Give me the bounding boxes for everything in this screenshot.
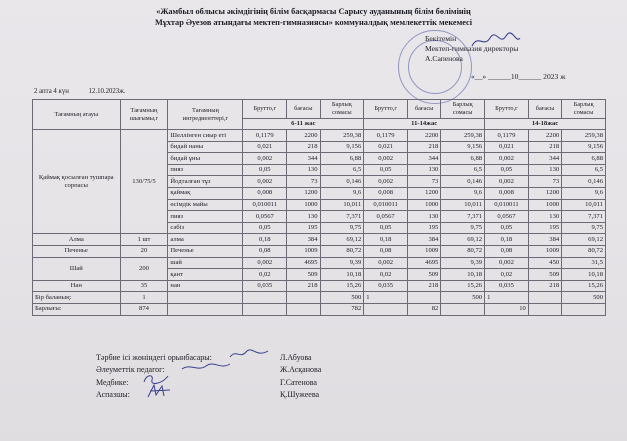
value-cell: 15,26: [562, 280, 606, 292]
value-cell: 0,035: [364, 280, 408, 292]
value-cell: 0,1179: [364, 130, 408, 142]
value-cell: 6,88: [441, 153, 485, 165]
menu-table: [32, 99, 606, 316]
value-cell: 9,39: [320, 257, 364, 269]
value-cell: 0,02: [364, 269, 408, 281]
single-price-count-3: 1: [485, 292, 529, 304]
value-cell: 73: [287, 176, 320, 188]
total-label: Барлығы:: [33, 303, 121, 315]
ingredient: бидай ұны: [168, 153, 243, 165]
table-row: [33, 280, 606, 292]
value-cell: 1200: [528, 187, 561, 199]
ingredient: пияз: [168, 211, 243, 223]
value-cell: 384: [408, 234, 441, 246]
value-cell: 6,5: [320, 164, 364, 176]
value-cell: 0,008: [243, 187, 287, 199]
value-cell: 0,021: [485, 141, 529, 153]
col-output: Тағамның шығымы,г: [120, 100, 168, 130]
value-cell: 0,0567: [243, 211, 287, 223]
value-cell: 0,05: [243, 222, 287, 234]
value-cell: 0,008: [364, 187, 408, 199]
value-cell: 69,12: [562, 234, 606, 246]
total-row: [33, 303, 606, 315]
value-cell: 10,18: [441, 269, 485, 281]
total-count-4: 10: [485, 303, 529, 315]
ingredient: қант: [168, 269, 243, 281]
value-cell: 1009: [528, 245, 561, 257]
col-dish: Тағамның атауы: [33, 100, 121, 130]
value-cell: 509: [528, 269, 561, 281]
value-cell: 10,011: [562, 199, 606, 211]
value-cell: 1000: [287, 199, 320, 211]
value-cell: 1200: [408, 187, 441, 199]
deputy-signature: [228, 347, 270, 361]
value-cell: 69,12: [441, 234, 485, 246]
value-cell: 0,08: [243, 245, 287, 257]
value-cell: 0,002: [243, 153, 287, 165]
value-cell: 0,035: [243, 280, 287, 292]
header-line-2: Мұхтар Әуезов атындағы мектеп-гимназиясы» коммуналдық мемлекеттік мекемесі: [154, 18, 473, 27]
single-price-label: Бір баланың:: [33, 292, 121, 304]
value-cell: 0,010011: [364, 199, 408, 211]
value-cell: 15,26: [441, 280, 485, 292]
age-group-3: 14-18жас: [485, 119, 606, 130]
dish-output: 35: [120, 280, 168, 292]
single-price-row: [33, 292, 606, 304]
week-day: 2 апта 4 күн: [34, 88, 69, 95]
value-cell: 384: [287, 234, 320, 246]
value-cell: 2200: [408, 130, 441, 142]
value-cell: 195: [287, 222, 320, 234]
table-row: [33, 130, 606, 142]
value-cell: 9,156: [441, 141, 485, 153]
pedagogue-signature: [180, 360, 232, 374]
dish-name: Қаймақ қосылған тушпара сорпасы: [33, 130, 121, 234]
col-brutto-2: Брутто,г: [364, 100, 408, 119]
value-cell: 0,05: [485, 164, 529, 176]
value-cell: 218: [408, 280, 441, 292]
value-cell: 0,05: [364, 164, 408, 176]
dish-output: 130/75/5: [120, 130, 168, 234]
col-total-2: Барлық сомасы: [441, 100, 485, 119]
value-cell: 80,72: [441, 245, 485, 257]
single-price-count-2: 1: [364, 292, 408, 304]
ingredient: алма: [168, 234, 243, 246]
ingredient: Йодталған тұз: [168, 176, 243, 188]
menu-table-body: [33, 130, 606, 316]
col-total-1: Барлық сомасы: [320, 100, 364, 119]
value-cell: 9,6: [562, 187, 606, 199]
approval-line-3: А.Сапенова: [425, 53, 463, 63]
ingredient: нан: [168, 280, 243, 292]
value-cell: 0,02: [485, 269, 529, 281]
value-cell: 9,156: [320, 141, 364, 153]
total-count-1: 874: [120, 303, 168, 315]
value-cell: 218: [528, 280, 561, 292]
approval-block: [425, 34, 566, 81]
value-cell: 0,021: [364, 141, 408, 153]
value-cell: 9,6: [441, 187, 485, 199]
value-cell: 0,021: [243, 141, 287, 153]
value-cell: 259,38: [441, 130, 485, 142]
value-cell: 259,38: [562, 130, 606, 142]
value-cell: 1009: [408, 245, 441, 257]
value-cell: 0,146: [562, 176, 606, 188]
value-cell: 6,88: [320, 153, 364, 165]
value-cell: 218: [528, 141, 561, 153]
value-cell: 130: [287, 211, 320, 223]
value-cell: 1000: [408, 199, 441, 211]
value-cell: 344: [528, 153, 561, 165]
value-cell: 4695: [408, 257, 441, 269]
value-cell: 9,39: [441, 257, 485, 269]
value-cell: 0,0567: [364, 211, 408, 223]
value-cell: 218: [287, 280, 320, 292]
col-total-3: Барлық сомасы: [562, 100, 606, 119]
value-cell: 0,08: [364, 245, 408, 257]
value-cell: 9,75: [562, 222, 606, 234]
value-cell: 0,035: [485, 280, 529, 292]
value-cell: 10,18: [320, 269, 364, 281]
cook-signature: [144, 383, 174, 399]
value-cell: 0,002: [364, 153, 408, 165]
value-cell: 0,18: [364, 234, 408, 246]
value-cell: 6,5: [441, 164, 485, 176]
value-cell: 9,75: [320, 222, 364, 234]
total-count-3: 82: [408, 303, 441, 315]
ingredient: пияз: [168, 164, 243, 176]
value-cell: 6,5: [562, 164, 606, 176]
value-cell: 0,146: [441, 176, 485, 188]
dish-name: Алма: [33, 234, 121, 246]
dish-name: Печенье: [33, 245, 121, 257]
dish-output: 20: [120, 245, 168, 257]
col-price-3: бағасы: [528, 100, 561, 119]
value-cell: 384: [528, 234, 561, 246]
ingredient: Шеллінген сиыр еті: [168, 130, 243, 142]
value-cell: 9,75: [441, 222, 485, 234]
ingredient: сәбіз: [168, 222, 243, 234]
value-cell: 130: [528, 211, 561, 223]
menu-meta: [34, 88, 144, 95]
value-cell: 31,5: [562, 257, 606, 269]
value-cell: 218: [287, 141, 320, 153]
value-cell: 195: [408, 222, 441, 234]
value-cell: 73: [408, 176, 441, 188]
value-cell: 0,18: [485, 234, 529, 246]
single-price-count: 1: [120, 292, 168, 304]
value-cell: 0,010011: [243, 199, 287, 211]
value-cell: 0,008: [485, 187, 529, 199]
value-cell: 0,05: [243, 164, 287, 176]
value-cell: 69,12: [320, 234, 364, 246]
value-cell: 2200: [287, 130, 320, 142]
value-cell: 0,010011: [485, 199, 529, 211]
value-cell: 344: [408, 153, 441, 165]
value-cell: 0,002: [243, 257, 287, 269]
approval-line-1: Бекітемін: [425, 34, 457, 43]
value-cell: 0,05: [485, 222, 529, 234]
value-cell: 509: [287, 269, 320, 281]
value-cell: 1200: [287, 187, 320, 199]
single-price-sum-1: 500: [320, 292, 364, 304]
col-price-1: бағасы: [287, 100, 320, 119]
ingredient: бидай наны: [168, 141, 243, 153]
value-cell: 0,1179: [243, 130, 287, 142]
value-cell: 0,02: [243, 269, 287, 281]
value-cell: 450: [528, 257, 561, 269]
value-cell: 1000: [528, 199, 561, 211]
value-cell: 130: [287, 164, 320, 176]
value-cell: 0,002: [485, 176, 529, 188]
ingredient: Печенье: [168, 245, 243, 257]
value-cell: 10,011: [441, 199, 485, 211]
value-cell: 0,002: [243, 176, 287, 188]
value-cell: 259,38: [320, 130, 364, 142]
value-cell: 130: [408, 164, 441, 176]
value-cell: 7,371: [562, 211, 606, 223]
value-cell: 2200: [528, 130, 561, 142]
dish-output: 200: [120, 257, 168, 280]
value-cell: 9,156: [562, 141, 606, 153]
value-cell: 0,1179: [485, 130, 529, 142]
dish-name: Нан: [33, 280, 121, 292]
value-cell: 0,146: [320, 176, 364, 188]
document-header: [0, 6, 627, 28]
table-row: [33, 245, 606, 257]
value-cell: 130: [408, 211, 441, 223]
value-cell: 80,72: [320, 245, 364, 257]
value-cell: 0,002: [485, 153, 529, 165]
value-cell: 15,26: [320, 280, 364, 292]
value-cell: 195: [528, 222, 561, 234]
value-cell: 130: [528, 164, 561, 176]
ingredient: өсімдік майы: [168, 199, 243, 211]
value-cell: 6,88: [562, 153, 606, 165]
value-cell: 1009: [287, 245, 320, 257]
dish-name: Шай: [33, 257, 121, 280]
age-group-1: 6-11 жас: [243, 119, 364, 130]
approval-line-2: Мектеп-гимназия директоры: [425, 43, 519, 53]
single-price-sum-3: 500: [562, 292, 606, 304]
header-line-1: «Жамбыл облысы әкімдігінің білім басқармасы Сарысу ауданының білім бөлімінің: [156, 7, 471, 16]
value-cell: 10,011: [320, 199, 364, 211]
value-cell: 7,371: [441, 211, 485, 223]
value-cell: 4695: [287, 257, 320, 269]
table-row: [33, 234, 606, 246]
approval-date: «__» ______10______ 2023 ж: [471, 72, 566, 81]
value-cell: 344: [287, 153, 320, 165]
value-cell: 0,002: [364, 176, 408, 188]
age-group-2: 11-14жас: [364, 119, 485, 130]
col-brutto-3: Брутто,г: [485, 100, 529, 119]
ingredient: қаймақ: [168, 187, 243, 199]
value-cell: 9,6: [320, 187, 364, 199]
value-cell: 10,18: [562, 269, 606, 281]
value-cell: 0,002: [485, 257, 529, 269]
col-price-2: бағасы: [408, 100, 441, 119]
value-cell: 80,72: [562, 245, 606, 257]
value-cell: 0,05: [364, 222, 408, 234]
value-cell: 218: [408, 141, 441, 153]
dish-output: 1 шт: [120, 234, 168, 246]
table-row: [33, 257, 606, 269]
value-cell: 0,18: [243, 234, 287, 246]
menu-date: 12.10.2023ж.: [88, 88, 126, 95]
value-cell: 0,0567: [485, 211, 529, 223]
col-brutto-1: Брутто,г: [243, 100, 287, 119]
col-ingredients: Тағамның ингредиенттері,г: [168, 100, 243, 130]
value-cell: 0,002: [364, 257, 408, 269]
value-cell: 73: [528, 176, 561, 188]
value-cell: 7,371: [320, 211, 364, 223]
ingredient: шай: [168, 257, 243, 269]
value-cell: 509: [408, 269, 441, 281]
total-count-2: 782: [320, 303, 364, 315]
single-price-sum-2: 500: [441, 292, 485, 304]
value-cell: 0,08: [485, 245, 529, 257]
